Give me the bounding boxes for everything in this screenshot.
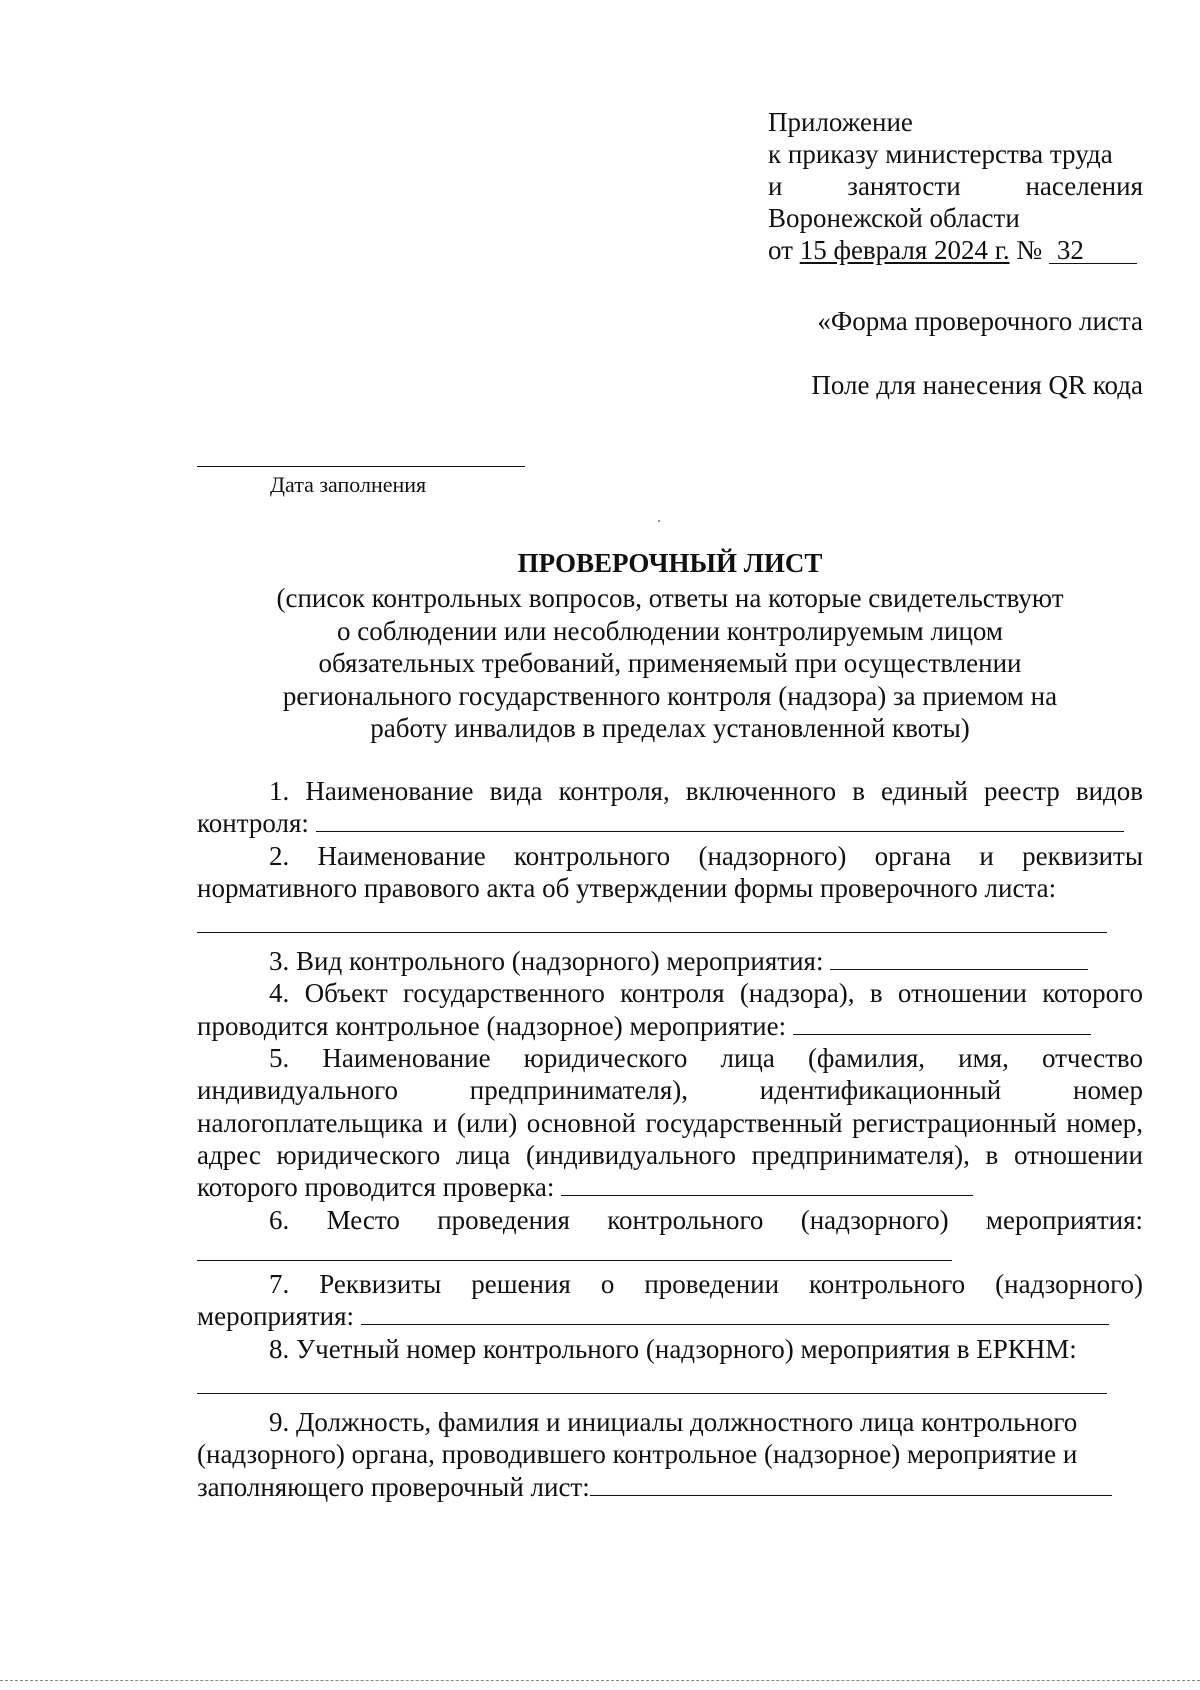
appendix-word-and: и	[768, 171, 783, 201]
fill-blank	[197, 1365, 1107, 1394]
item-text: 6. Место проведения контрольного (надзорного) мероприятия:	[269, 1204, 1143, 1235]
appendix-word-population: населения	[1025, 171, 1143, 201]
item-erknm-number	[197, 1333, 1143, 1365]
item-event-type	[197, 945, 1143, 977]
appendix-order-line	[768, 234, 1143, 266]
fill-blank	[830, 947, 1088, 970]
item-decision-details	[197, 1268, 1143, 1333]
item-control-type	[197, 775, 1143, 840]
item-text: 5. Наименование юридического лица (фамилия, имя, отчество индивидуального предпринимателя), идентификационный номер налогоплательщика и (или) основной государственный регистрационный номер, адрес юридического лица (индивидуального предпринимателя), в отношении которого проводится проверка:	[197, 1043, 1143, 1203]
fill-blank	[561, 1173, 973, 1196]
item-official	[197, 1406, 1143, 1503]
date-fill-line	[197, 466, 525, 467]
fill-blank	[197, 904, 1107, 933]
subtitle-line: (список контрольных вопросов, ответы на которые свидетельствуют	[276, 583, 1064, 613]
item-text: 4. Объект государственного контроля (надзора), в отношении которого проводится контрольное (надзорное) мероприятие:	[197, 978, 1143, 1041]
document-subtitle	[197, 582, 1143, 745]
subtitle-line: о соблюдении или несоблюдении контролируемым лицом	[337, 615, 1003, 646]
document-title: ПРОВЕРОЧНЫЙ ЛИСТ	[517, 548, 823, 578]
page-bottom-edge	[0, 1680, 1200, 1681]
item-text: 3. Вид контрольного (надзорного) мероприятия:	[269, 946, 824, 977]
item-legal-entity	[197, 1042, 1143, 1203]
item-text: 1. Наименование вида контроля, включенного в единый реестр видов контроля:	[197, 776, 1143, 839]
date-fill-label: Дата заполнения	[270, 472, 427, 497]
fill-blank	[793, 1012, 1091, 1035]
fill-blank	[590, 1473, 1112, 1496]
form-label: «Форма проверочного листа	[817, 306, 1143, 336]
fill-blank	[316, 809, 1124, 832]
appendix-order-ref: к приказу министерства труда	[768, 139, 1113, 169]
qr-code-field-label: Поле для нанесения QR кода	[811, 370, 1143, 400]
appendix-title: Приложение	[768, 107, 913, 137]
order-number: 32	[1049, 237, 1137, 264]
order-prefix: от	[768, 235, 793, 265]
fill-blank	[361, 1302, 1109, 1325]
scan-dot	[658, 520, 660, 522]
item-text: 9. Должность, фамилия и инициалы должностного лица контрольного (надзорного) органа, проводившего контрольное (надзорное) мероприятие и заполняющего проверочный лист:	[197, 1407, 1078, 1502]
appendix-ministry-line	[768, 170, 1143, 202]
item-control-body	[197, 840, 1143, 905]
subtitle-line: обязательных требований, применяемый при осуществлении	[318, 648, 1022, 678]
appendix-word-employment: занятости	[847, 171, 961, 201]
appendix-region: Воронежской области	[768, 203, 1020, 233]
item-text: 7. Реквизиты решения о проведении контрольного (надзорного) мероприятия:	[197, 1269, 1143, 1332]
order-number-sign: №	[1016, 235, 1043, 265]
order-date: 15 февраля 2024 г.	[799, 235, 1010, 265]
item-text: 2. Наименование контрольного (надзорного) органа и реквизиты нормативного правового акта об утверждении формы проверочного листа:	[197, 840, 1143, 903]
subtitle-line: работу инвалидов в пределах установленной квоты)	[370, 713, 970, 743]
item-text: 8. Учетный номер контрольного (надзорного) мероприятия в ЕРКНМ:	[269, 1333, 1077, 1364]
appendix-block	[768, 106, 1143, 266]
item-control-object	[197, 977, 1143, 1042]
fill-blank	[197, 1238, 952, 1261]
subtitle-line: регионального государственного контроля (надзора) за приемом на	[282, 680, 1058, 711]
checklist-items	[197, 775, 1143, 1503]
item-event-place	[197, 1204, 1143, 1269]
